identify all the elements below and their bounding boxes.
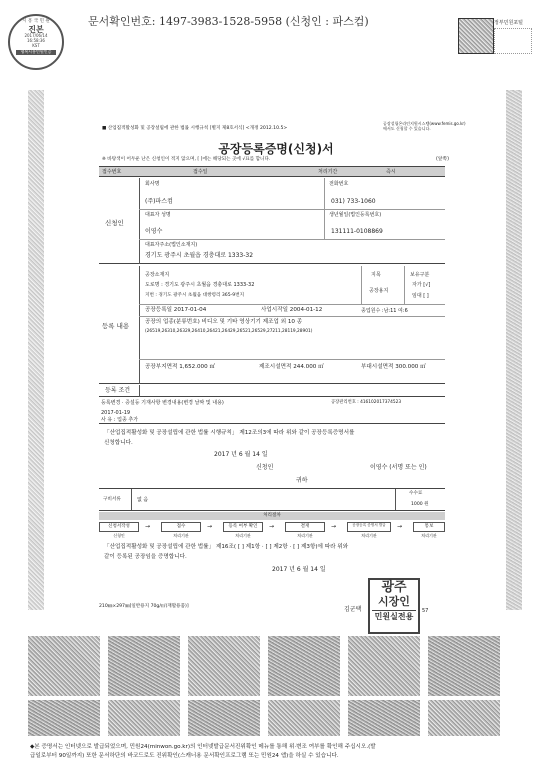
receipt-no-label: 접수번호 (102, 169, 122, 175)
security-barcode-3 (188, 636, 260, 696)
changes-label: 등록변경 · 증설등 기재사항 변경내용(변경 날짜 및 내용) (101, 400, 224, 406)
conditions-row (99, 385, 445, 397)
process-label: 처리절차 (99, 512, 445, 520)
rent-value: 임대 [ ] (412, 293, 429, 299)
process-step-2: 접수 (161, 522, 201, 532)
mayor-label: 김군택 (344, 606, 362, 613)
law-note: ■ 산업집적활성화 및 공장설립에 관한 법률 시행규칙 [별지 제8호서식] <개정 2012.10.5> (102, 126, 288, 131)
doc-number: 1497-3983-1528-5958 (158, 15, 283, 28)
security-barcode-2 (108, 636, 180, 696)
footer-note-2: 급일로부터 90일까지) 또한 문서하단의 바코드로도 진위확인(스캐너용 문서확인프로그램 또는 민원24 앱)을 하실 수 있습니다. (30, 753, 339, 759)
stamp-code: KST (32, 42, 40, 48)
ownership-label: 보유구분 (410, 272, 430, 278)
paper-note: 210㎜×297㎜[일반용지 70g/㎡(재활용품)] (99, 604, 189, 609)
phone-label: 전화번호 (329, 181, 349, 187)
cert-date: 2017 년 6 월 14 일 (272, 566, 326, 573)
registration-section-label: 등록 내용 (102, 322, 130, 330)
company-value: (주)파스컴 (145, 198, 173, 205)
birth-label: 생년월일(법인등록번호) (329, 212, 382, 218)
factory-area: 제조시설면적 244.000 ㎡ (259, 364, 324, 370)
phone-value: 031) 733-1060 (331, 198, 376, 205)
docs-row (99, 488, 445, 511)
process-actor-4: 처리기관 (297, 533, 313, 538)
footer-note-1: ◆본 증명서는 인터넷으로 발급되었으며, 민원24(minwon.go.kr)의 인터넷발급문서진위확인 메뉴를 통해 위·변조 여부를 확인해 주십시오.(발 (30, 744, 376, 750)
page-mark: (앞쪽) (436, 157, 450, 162)
to-label: 귀하 (296, 477, 308, 484)
industry: 공장의 업종(분류번호) 비디오 및 기타 영상기기 제조업 외 10 종 (145, 319, 303, 325)
seal-line-3: 민원실전용 (372, 610, 416, 623)
registration-section (99, 266, 445, 384)
site-area: 공장부지면적 1,652.000 ㎡ (145, 364, 216, 370)
fee-value: 1000 원 (411, 502, 429, 507)
process-actor-5: 처리기관 (361, 533, 377, 538)
docs-label: 구비서류 (103, 497, 121, 502)
process-step-1: 신청서작성 (99, 522, 139, 532)
process-actor-3: 처리기관 (235, 533, 251, 538)
instruction-note: ※ 바탕색이 어두운 난은 신청인이 적지 않으며, [ ]에는 해당되는 곳에 √표를 합니다. (102, 157, 271, 162)
security-barcode-1 (28, 636, 100, 696)
online-note: 공장설립온라인지원시스템(www.femis.go.kr)에서도 신청할 수 있습니다. (383, 121, 466, 131)
land-label: 지목 (371, 272, 381, 278)
cert-text-2: 같이 등록된 공장임을 증명합니다. (104, 554, 187, 560)
seal-line-2: 시장인 (378, 595, 410, 608)
address-value: 경기도 광주시 초월읍 경충대로 1333-32 (145, 252, 254, 259)
cert-text-1: 「산업집적활성화 및 공장설립에 관한 법률」 제16조( [ ] 제1항 · [ ] 제2항 · [ ] 제3항)에 따라 위와 (104, 544, 349, 550)
qr-caption: 정부민원포털 (494, 20, 523, 26)
fee-label: 수수료 (409, 491, 423, 496)
receipt-row (99, 166, 445, 177)
change-date: 2017-01-19 (101, 410, 131, 416)
process-actor-6: 처리기관 (421, 533, 437, 538)
security-barcode-11 (348, 700, 420, 736)
doc-number-label: 문서확인번호 (88, 15, 152, 28)
side-barcode-left (28, 90, 44, 610)
doc-applicant: (신청인 : 파스컴) (285, 15, 369, 28)
official-seal (368, 578, 420, 634)
stamp-time: 16:58:36 (27, 38, 45, 44)
arrow-icon: → (207, 523, 213, 530)
stamp-mid-text: 진본 (28, 25, 44, 35)
aux-area: 부대시설면적 300.000 ㎡ (361, 364, 426, 370)
arrow-icon: → (145, 523, 151, 530)
arrow-icon: → (397, 523, 403, 530)
reg-date: 공장등록일 2017-01-04 (145, 307, 207, 313)
land-value: 공장용지 (369, 288, 389, 294)
location-label: 공장소재지 (145, 272, 170, 278)
receipt-period-value: 즉시 (386, 169, 396, 175)
security-barcode-5 (348, 636, 420, 696)
security-barcode-4 (268, 636, 340, 696)
employees: 종업원수 :남:11 여:6 (361, 308, 408, 314)
lot-address: 지번 : 경기도 광주시 초월읍 대쌍령리 365-9번지 (145, 293, 245, 298)
cert-stamp (8, 14, 64, 70)
process-step-5: 공장등록 증명서 발급 (347, 522, 391, 532)
stamp-date: 2017/06/14 (24, 33, 48, 39)
qr-caption-box (494, 28, 532, 54)
seal-line-1: 광주 (381, 580, 407, 595)
rep-value: 이영수 (145, 228, 163, 235)
request-text-1: 「산업집적활성화 및 공장설립에 관한 법률 시행규칙」 제12조의3에 따라 위와 같이 공장등록증명서를 (104, 430, 355, 436)
request-text-2: 신청합니다. (104, 440, 133, 446)
request-date: 2017 년 6 월 14 일 (214, 451, 268, 458)
road-address: 도로명 : 경기도 광주시 초월읍 경충대로 1333-32 (145, 282, 255, 288)
process-step-3: 등록 여부 확인 (223, 522, 263, 532)
birth-value: 131111-0108869 (331, 228, 383, 235)
qr-code (458, 18, 494, 54)
receipt-date-label: 접수일 (193, 169, 208, 175)
conditions-label: 등록 조건 (105, 387, 131, 394)
rep-label: 대표자 성명 (145, 212, 171, 218)
security-barcode-9 (188, 700, 260, 736)
security-barcode-10 (268, 700, 340, 736)
process-actor-1: 신청인 (113, 533, 125, 538)
form-title: 공장등록증명(신청)서 (218, 142, 334, 156)
process-actor-2: 처리기관 (173, 533, 189, 538)
applicant-section (99, 178, 445, 264)
applicant-section-label: 신청인 (105, 219, 124, 227)
doc-number-line: 문서확인번호: 1497-3983-1528-5958 (신청인 : 파스컴) (88, 15, 369, 28)
security-barcode-8 (108, 700, 180, 736)
company-label: 회사명 (145, 181, 160, 187)
process-flow (99, 522, 445, 542)
security-barcode-12 (428, 700, 500, 736)
security-barcode-6 (428, 636, 500, 696)
change-reason: 사 유 : 업종 추가 (101, 417, 139, 423)
applicant-sign: 이영수 (서명 또는 인) (370, 464, 427, 471)
arrow-icon: → (269, 523, 275, 530)
address-label: 대표자주소(법인소재지) (145, 242, 198, 248)
applicant-sign-label: 신청인 (256, 464, 274, 471)
own-value: 자가 [√] (412, 282, 431, 288)
arrow-icon: → (331, 523, 337, 530)
side-barcode-right (506, 90, 522, 610)
process-step-6: 통보 (413, 522, 445, 532)
process-step-4: 결재 (285, 522, 325, 532)
stamp-top-text: 시 흥 국 민 원 (22, 19, 50, 24)
receipt-period-label: 처리기간 (318, 169, 338, 175)
security-barcode-7 (28, 700, 100, 736)
seal-suffix: 57 (422, 608, 429, 614)
stamp-bottom-text: 행복시흥민원인증 (16, 50, 56, 55)
mgmt-no: 공장관리번호 : 416102017374523 (331, 400, 402, 405)
industry-codes: (26519,26310,26329,26410,26421,26429,26521,26529,27211,28119,28901) (145, 329, 313, 334)
changes-section (99, 397, 445, 424)
docs-value: 없 음 (137, 497, 149, 503)
start-date: 사업시작일 2004-01-12 (261, 307, 323, 313)
